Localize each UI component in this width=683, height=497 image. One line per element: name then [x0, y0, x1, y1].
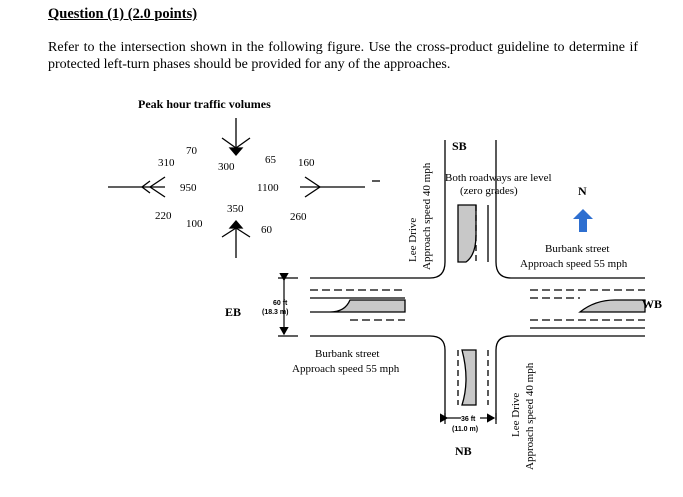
label-sb: SB [452, 139, 467, 153]
lane-m: (11.0 m) [452, 426, 479, 433]
sb-island [458, 205, 476, 262]
sb-approach-lanes [458, 205, 488, 262]
vol-nb-left: 350 [227, 203, 244, 215]
vol-east-total: 160 [298, 157, 315, 169]
lee-drive-top-1: Lee Drive [407, 217, 419, 262]
lane-ft: 36 ft [461, 416, 476, 423]
level-note-2: (zero grades) [460, 185, 518, 197]
vol-west-total: 310 [158, 157, 175, 169]
burbank-left-2: Approach speed 55 mph [292, 363, 400, 375]
burbank-right-1: Burbank street [545, 243, 610, 255]
wb-approach-lanes [530, 290, 645, 328]
vol-eb-through: 1100 [257, 182, 279, 194]
volumes-title: Peak hour traffic volumes [138, 97, 271, 111]
burbank-left-1: Burbank street [315, 348, 380, 360]
vol-sb-through: 300 [218, 161, 235, 173]
width-dimension [278, 278, 298, 336]
vol-west-lower: 220 [155, 210, 172, 222]
lee-drive-bottom-1: Lee Drive [510, 392, 522, 437]
nb-approach-lanes [458, 350, 488, 405]
label-eb: EB [225, 305, 242, 319]
volume-arrows [108, 118, 380, 258]
vol-wb-through: 950 [180, 182, 197, 194]
eb-approach-lanes [310, 290, 405, 320]
lee-drive-top-2: Approach speed 40 mph [421, 162, 433, 270]
vol-east-lower: 260 [290, 211, 307, 223]
width-m: (18.3 m) [262, 309, 289, 316]
width-ft: 60 ft [273, 300, 288, 307]
burbank-right-2: Approach speed 55 mph [520, 258, 628, 270]
vol-nb-right: 60 [261, 224, 272, 236]
nb-island [462, 350, 476, 405]
vol-sb-right: 65 [265, 154, 276, 166]
label-wb: WB [642, 297, 663, 311]
wb-island [580, 300, 645, 312]
level-note-1: Both roadways are level [445, 172, 552, 184]
north-arrow-icon [573, 209, 593, 232]
lee-drive-bottom-2: Approach speed 40 mph [524, 362, 536, 470]
vol-west-lower-in: 100 [186, 218, 203, 230]
vol-sb-left: 70 [186, 145, 197, 157]
north-label: N [578, 184, 587, 198]
label-nb: NB [455, 444, 472, 458]
question-text: Refer to the intersection shown in the following figure. Use the cross-product guideline to determine if protected left-turn phases should be provided for any of the approaches. [48, 40, 638, 72]
question-heading: Question (1) (2.0 points) [48, 6, 198, 22]
eb-island [310, 300, 405, 312]
